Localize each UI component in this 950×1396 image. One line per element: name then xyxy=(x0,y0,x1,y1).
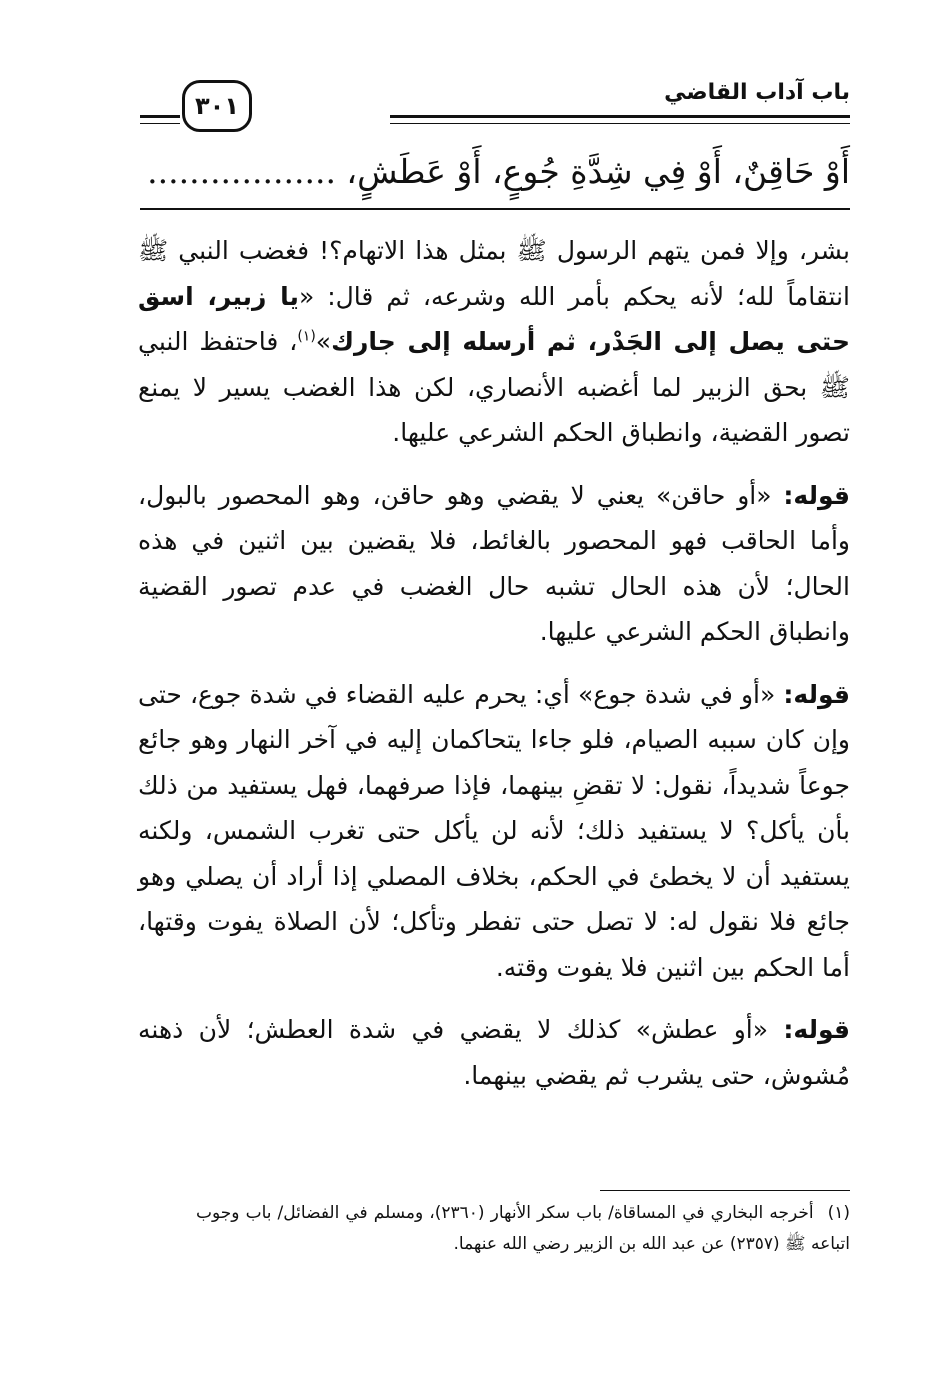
qawl-label: قوله: xyxy=(783,679,850,709)
paragraph-1-text-b: ، فاحتفظ النبي ﷺ بحق الزبير لما أغضبه الأنصاري، لكن هذا الغضب يسير لا يمنع تصور القضية، وانطباق الحكم الشرعي عليها. xyxy=(138,327,850,447)
chapter-title: باب آداب القاضي xyxy=(664,80,850,105)
paragraph-3 xyxy=(138,672,850,991)
matn-line: أَوْ حَاقِنٌ، أَوْ فِي شِدَّةِ جُوعٍ، أَوْ عَطَشٍ، .................. xyxy=(147,152,850,191)
page-number: ٣٠١ xyxy=(195,92,239,120)
paragraph-4 xyxy=(138,1007,850,1098)
footnote-marker: (١) xyxy=(827,1203,850,1223)
paragraph-3-text: «أو في شدة جوع» أي: يحرم عليه القضاء في شدة جوع، حتى وإن كان سببه الصيام، فلو جاءا يتحاكمان إليه في آخر النهار وهو جائع جوعاً شديداً، نقول: لا تقضِ بينهما، فإذا صرفهما، فهل يستفيد من ذلك بأن يأكل؟ لا يستفيد ذلك؛ لأنه لن يأكل حتى تغرب الشمس، ولكنه يستفيد أن لا يخطئ في الحكم، بخلاف المصلي إذا أراد أن يصلي وهو جائع فلا نقول له: لا تصل حتى تفطر وتأكل؛ لأن الصلاة يفوت وقتها، أما الحكم بين اثنين فلا يفوت وقته. xyxy=(138,679,850,982)
matn-divider xyxy=(140,208,850,210)
footnote-reference[interactable]: (١) xyxy=(297,328,316,345)
quote-close-mark: » xyxy=(315,327,332,356)
footnote xyxy=(196,1198,850,1260)
paragraph-4-text: «أو عطش» كذلك لا يقضي في شدة العطش؛ لأن ذهنه مُشوش، حتى يشرب ثم يقضي بينهما. xyxy=(138,1015,850,1090)
paragraph-1 xyxy=(138,228,850,456)
paragraph-2 xyxy=(138,473,850,655)
page-number-badge xyxy=(182,80,252,132)
footnote-divider xyxy=(600,1190,850,1191)
paragraph-2-text: «أو حاقن» يعني لا يقضي وهو حاقن، وهو المحصور بالبول، وأما الحاقب فهو المحصور بالغائط، فلا يقضين بين اثنين في هذه الحال؛ لأن هذه الحال تشبه حال الغضب في عدم تصور القضية وانطباق الحكم الشرعي عليها. xyxy=(138,480,850,646)
qawl-label: قوله: xyxy=(783,480,850,510)
running-header xyxy=(140,78,850,128)
header-rule-left xyxy=(140,115,180,124)
qawl-label: قوله: xyxy=(783,1015,850,1044)
commentary-body xyxy=(138,228,850,1098)
header-rule-right xyxy=(390,115,850,124)
paragraph-1-text-a: بشر، وإلا فمن يتهم الرسول ﷺ بمثل هذا الاتهام؟! فغضب النبي ﷺ انتقاماً لله؛ لأنه يحكم بأمر الله وشرعه، ثم قال: « xyxy=(138,236,850,311)
hadith-quote: يا زبير، اسق حتى يصل إلى الجَدْر، ثم أرسله إلى جارك xyxy=(138,281,850,356)
footnote-text: أخرجه البخاري في المساقاة/ باب سكر الأنهار (٢٣٦٠)، ومسلم في الفضائل/ باب وجوب اتباعه ﷺ (٢٣٥٧) عن عبد الله بن الزبير رضي الله عنهما. xyxy=(196,1203,850,1254)
